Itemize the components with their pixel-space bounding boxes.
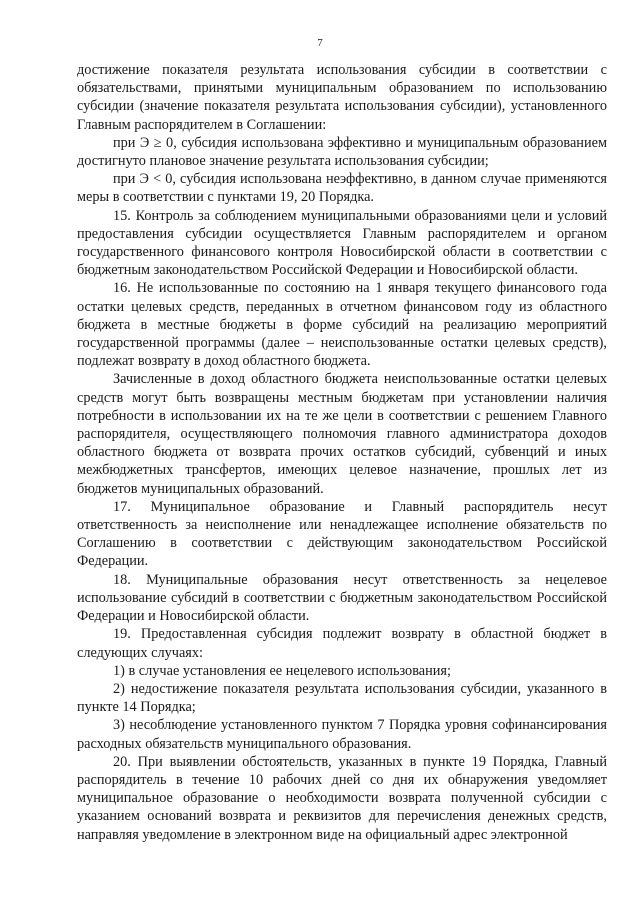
paragraph-returned-balances: Зачисленные в доход областного бюджета неиспользованные остатки целевых средств могут быть возвращены местным бюджетам при установлении наличия потребности в использовании их на те же цели в соответствии с решением Главного распорядителя, осуществляющего полномочия главного администратора доходов областного бюджета от возврата прочих остатков субсидий, субвенций и иных межбюджетных трансфертов, имеющих целевое назначение, прошлых лет из бюджетов муниципальных образований. <box>77 371 607 497</box>
paragraph-clause-16: 16. Не использованные по состоянию на 1 января текущего финансового года остатки целевых средств, переданных в отчетном финансовом году из областного бюджета в местные бюджеты в форме субсидий на реализацию мероприятий государственной программы (далее – неиспользованные остатки целевых средств), подлежат возврату в доход областного бюджета. <box>77 280 607 370</box>
paragraph-efficient-case: при Э ≥ 0, субсидия использована эффективно и муниципальным образованием достигнуто плановое значение результата использования субсидии; <box>77 134 607 170</box>
list-item-3: 3) несоблюдение установленного пунктом 7 Порядка уровня софинансирования расходных обязательств муниципального образования. <box>77 717 607 752</box>
paragraph-inefficient-case: при Э < 0, субсидия использована неэффективно, в данном случае применяются меры в соответствии с пунктами 19, 20 Порядка. <box>77 171 607 206</box>
paragraph-clause-15: 15. Контроль за соблюдением муниципальными образованиями цели и условий предоставления субсидии осуществляется Главным распорядителем и органом государственного финансового контроля Новосибирской области в соответствии с бюджетным законодательством Российской Федерации и Новосибирской области. <box>77 207 607 279</box>
list-item-1: 1) в случае установления ее нецелевого использования; <box>113 662 451 679</box>
paragraph-clause-19: 19. Предоставленная субсидия подлежит возврату в областной бюджет в следующих случаях: <box>77 626 607 661</box>
page-number: 7 <box>317 37 323 49</box>
paragraph-clause-20: 20. При выявлении обстоятельств, указанных в пункте 19 Порядка, Главный распорядитель в течение 10 рабочих дней со дня их обнаружения уведомляет муниципальное образование о необходимости возврата полученной субсидии с указанием оснований возврата и реквизитов для перечисления денежных средств, направляя уведомление в электронном виде на официальный адрес электронной <box>77 753 607 843</box>
paragraph-efficiency-criterion: достижение показателя результата использования субсидии в соответствии с обязательствами, принятыми муниципальным образованием по использованию субсидии (значение показателя результата использования субсидии), установленного Главным распорядителем в Соглашении: <box>77 62 607 133</box>
paragraph-clause-18: 18. Муниципальные образования несут ответственность за нецелевое использование субсидий в соответствии с бюджетным законодательством Российской Федерации и Новосибирской области. <box>77 571 607 625</box>
list-item-2: 2) недостижение показателя результата использования субсидии, указанного в пункте 14 Порядка; <box>77 680 607 716</box>
document-body <box>77 61 607 844</box>
paragraph-clause-17: 17. Муниципальное образование и Главный распорядитель несут ответственность за неисполнение или ненадлежащее исполнение обязательств по Соглашению в соответствии с действующим законодательством Российской Федерации. <box>77 498 607 570</box>
